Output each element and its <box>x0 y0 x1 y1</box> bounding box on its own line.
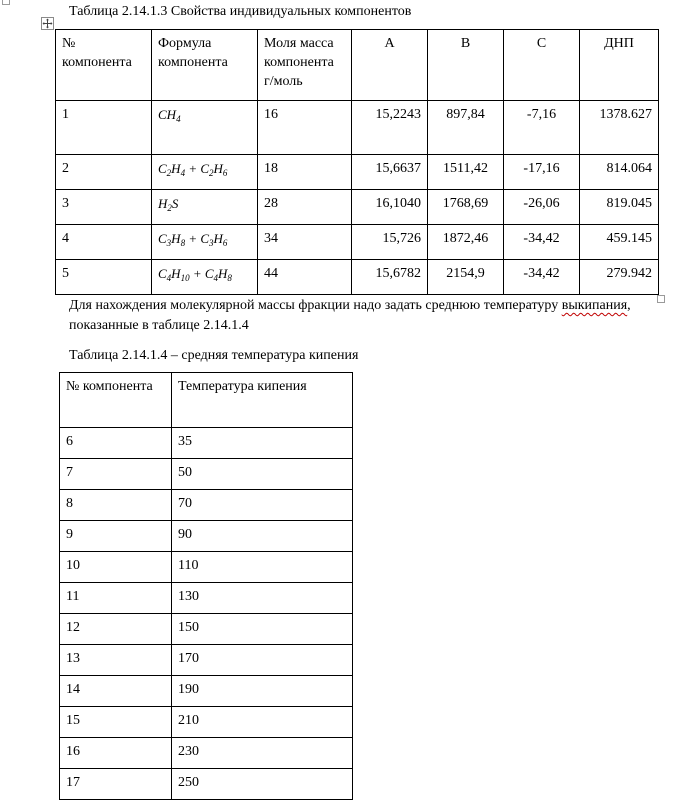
header-boiling-temperature: Температура кипения <box>172 373 353 428</box>
paragraph-misspelled-word: выкипания <box>561 298 628 313</box>
formula-subscript: 4 <box>180 168 186 178</box>
formula-symbol: H <box>158 196 168 211</box>
cell-molar-mass: 18 <box>258 155 352 190</box>
cell-boiling-temperature: 250 <box>172 769 353 800</box>
table-row <box>56 155 659 190</box>
formula-text <box>158 231 227 246</box>
cell-c: -17,16 <box>504 155 580 190</box>
cell-formula <box>152 260 258 295</box>
table-move-handle-icon[interactable] <box>41 17 54 30</box>
cell-component-number: 12 <box>60 614 172 645</box>
cell-boiling-temperature: 230 <box>172 738 353 769</box>
cell-c: -34,42 <box>504 225 580 260</box>
cell-a: 15,726 <box>352 225 428 260</box>
cell-component-number: 17 <box>60 769 172 800</box>
table1-caption: Таблица 2.14.1.3 Свойства индивидуальных компонентов <box>69 4 412 19</box>
formula-symbol: H <box>218 266 228 281</box>
cell-component-number: 4 <box>56 225 152 260</box>
formula-subscript: 4 <box>166 273 172 283</box>
formula-symbol: H <box>213 161 223 176</box>
cell-boiling-temperature: 70 <box>172 490 353 521</box>
formula-subscript: 2 <box>166 168 172 178</box>
header-b: B <box>428 30 504 101</box>
table-row <box>56 101 659 155</box>
formula-subscript: 3 <box>209 238 214 248</box>
table-row <box>60 459 353 490</box>
formula-subscript: 10 <box>180 273 190 283</box>
cell-component-number: 13 <box>60 645 172 676</box>
formula-symbol: H <box>213 231 223 246</box>
cell-c: -26,06 <box>504 190 580 225</box>
formula-symbol: + C <box>189 266 214 281</box>
cell-dnp: 279.942 <box>580 260 659 295</box>
table-row <box>60 583 353 614</box>
table-row <box>56 190 659 225</box>
formula-text <box>158 196 178 211</box>
component-properties-table <box>55 29 659 295</box>
cell-boiling-temperature: 150 <box>172 614 353 645</box>
cell-c: -34,42 <box>504 260 580 295</box>
formula-text <box>158 107 181 122</box>
formula-symbol: C <box>158 161 167 176</box>
formula-symbol: H <box>171 266 181 281</box>
cell-b: 2154,9 <box>428 260 504 295</box>
formula-symbol: H <box>171 231 181 246</box>
cell-component-number: 6 <box>60 428 172 459</box>
table-row <box>56 225 659 260</box>
cell-dnp: 459.145 <box>580 225 659 260</box>
cell-boiling-temperature: 90 <box>172 521 353 552</box>
formula-symbol: + C <box>185 231 210 246</box>
table2-header-row <box>60 373 353 428</box>
cell-b: 897,84 <box>428 101 504 155</box>
cell-a: 15,6782 <box>352 260 428 295</box>
formula-subscript: 4 <box>176 114 181 124</box>
cell-dnp: 819.045 <box>580 190 659 225</box>
formula-text <box>158 161 227 176</box>
header-component-number: № компонента <box>56 30 152 101</box>
cell-molar-mass: 44 <box>258 260 352 295</box>
cell-b: 1768,69 <box>428 190 504 225</box>
cell-component-number: 15 <box>60 707 172 738</box>
cell-a: 16,1040 <box>352 190 428 225</box>
formula-subscript: 6 <box>222 238 228 248</box>
cell-boiling-temperature: 110 <box>172 552 353 583</box>
formula-subscript: 8 <box>180 238 186 248</box>
table-row <box>60 738 353 769</box>
cell-component-number: 16 <box>60 738 172 769</box>
formula-symbol: S <box>171 196 179 211</box>
cell-molar-mass: 28 <box>258 190 352 225</box>
body-paragraph <box>69 296 659 336</box>
paragraph-text-start: Для нахождения молекулярной массы фракции надо задать среднюю температуру <box>69 298 562 313</box>
table-row <box>60 676 353 707</box>
cell-c: -7,16 <box>504 101 580 155</box>
cell-component-number: 9 <box>60 521 172 552</box>
cell-component-number: 10 <box>60 552 172 583</box>
header-component-number: № компонента <box>60 373 172 428</box>
formula-symbol: + C <box>185 161 210 176</box>
table2-caption: Таблица 2.14.1.4 – средняя температура кипения <box>69 348 359 363</box>
cell-formula <box>152 101 258 155</box>
table-row <box>60 769 353 800</box>
table-row <box>60 521 353 552</box>
formula-symbol: C <box>158 266 167 281</box>
cell-component-number: 11 <box>60 583 172 614</box>
header-c: C <box>504 30 580 101</box>
cell-component-number: 7 <box>60 459 172 490</box>
cell-molar-mass: 34 <box>258 225 352 260</box>
cell-component-number: 1 <box>56 101 152 155</box>
cell-component-number: 2 <box>56 155 152 190</box>
table1-header-row <box>56 30 659 101</box>
formula-symbol: C <box>158 231 167 246</box>
cell-boiling-temperature: 210 <box>172 707 353 738</box>
cell-formula <box>152 225 258 260</box>
cell-b: 1872,46 <box>428 225 504 260</box>
cell-formula <box>152 155 258 190</box>
formula-subscript: 2 <box>167 203 172 213</box>
cell-boiling-temperature: 190 <box>172 676 353 707</box>
boiling-temperature-table <box>59 372 353 800</box>
cell-a: 15,2243 <box>352 101 428 155</box>
cell-boiling-temperature: 130 <box>172 583 353 614</box>
cell-dnp: 1378.627 <box>580 101 659 155</box>
cell-a: 15,6637 <box>352 155 428 190</box>
formula-symbol: H <box>171 161 181 176</box>
formula-subscript: 2 <box>209 168 214 178</box>
cell-b: 1511,42 <box>428 155 504 190</box>
page-corner-marker <box>2 0 10 5</box>
paragraph-text-end: , показанные в таблице 2.14.1.4 <box>69 298 631 333</box>
cell-boiling-temperature: 35 <box>172 428 353 459</box>
formula-subscript: 3 <box>166 238 172 248</box>
cell-component-number: 8 <box>60 490 172 521</box>
cell-component-number: 3 <box>56 190 152 225</box>
cell-component-number: 5 <box>56 260 152 295</box>
formula-subscript: 6 <box>222 168 228 178</box>
cell-formula <box>152 190 258 225</box>
table-row <box>56 260 659 295</box>
header-a: A <box>352 30 428 101</box>
header-molar-mass: Моля масса компонента г/моль <box>258 30 352 101</box>
table-row <box>60 614 353 645</box>
table-row <box>60 490 353 521</box>
cell-molar-mass: 16 <box>258 101 352 155</box>
table-row <box>60 552 353 583</box>
table-row <box>60 428 353 459</box>
header-component-formula: Формула компонента <box>152 30 258 101</box>
cell-boiling-temperature: 50 <box>172 459 353 490</box>
table-row <box>60 645 353 676</box>
formula-subscript: 8 <box>227 273 232 283</box>
formula-text <box>158 266 232 281</box>
header-dnp: ДНП <box>580 30 659 101</box>
cell-boiling-temperature: 170 <box>172 645 353 676</box>
cell-component-number: 14 <box>60 676 172 707</box>
cell-dnp: 814.064 <box>580 155 659 190</box>
formula-subscript: 4 <box>213 273 219 283</box>
formula-symbol: CH <box>158 107 177 122</box>
table-row <box>60 707 353 738</box>
